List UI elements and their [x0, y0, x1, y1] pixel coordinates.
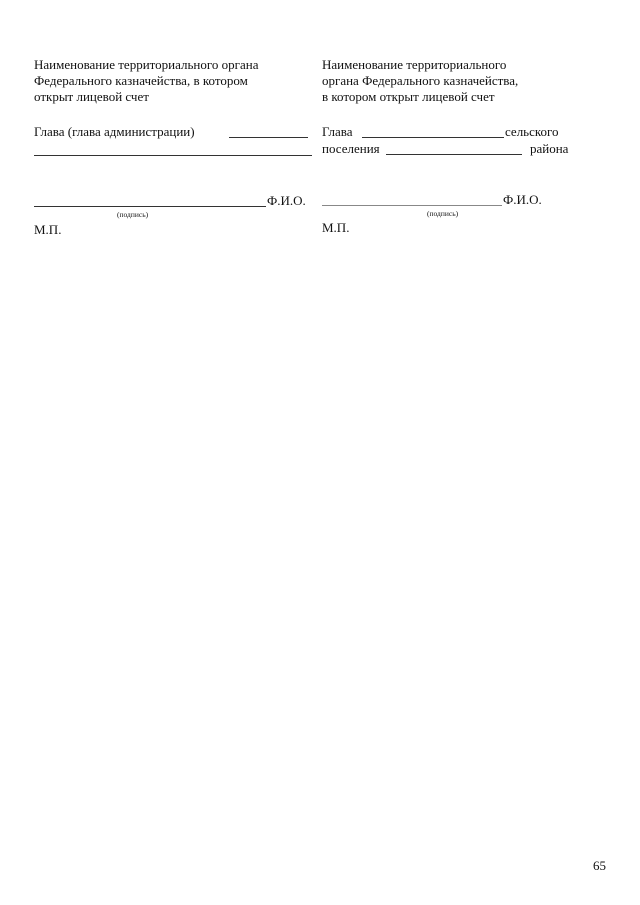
left-head-line — [229, 137, 308, 138]
left-head-label: Глава (глава администрации) — [34, 124, 195, 139]
left-org-line-1: Наименование территориального органа — [34, 57, 259, 72]
left-signature-caption: (подпись) — [117, 210, 149, 219]
right-signature-line — [322, 205, 502, 206]
left-org-line-2: Федерального казначейства, в котором — [34, 73, 248, 88]
right-district-label: района — [530, 141, 569, 156]
right-org-line-3: в котором открыт лицевой счет — [322, 89, 495, 104]
right-signature-caption: (подпись) — [427, 209, 459, 218]
left-head-line-2 — [34, 155, 312, 156]
right-head-label: Глава — [322, 124, 353, 139]
right-head-line — [362, 137, 504, 138]
left-org-line-3: открыт лицевой счет — [34, 89, 149, 104]
page-number: 65 — [593, 858, 606, 873]
right-org-line-2: органа Федерального казначейства, — [322, 73, 519, 88]
right-rural-label: сельского — [505, 124, 559, 139]
right-fio-label: Ф.И.О. — [503, 192, 542, 207]
right-seal: М.П. — [322, 220, 350, 235]
right-settlement-label: поселения — [322, 141, 380, 156]
left-fio-label: Ф.И.О. — [267, 193, 306, 208]
right-settlement-line — [386, 154, 522, 155]
right-org-line-1: Наименование территориального — [322, 57, 507, 72]
left-seal: М.П. — [34, 222, 62, 237]
left-signature-line — [34, 206, 266, 207]
